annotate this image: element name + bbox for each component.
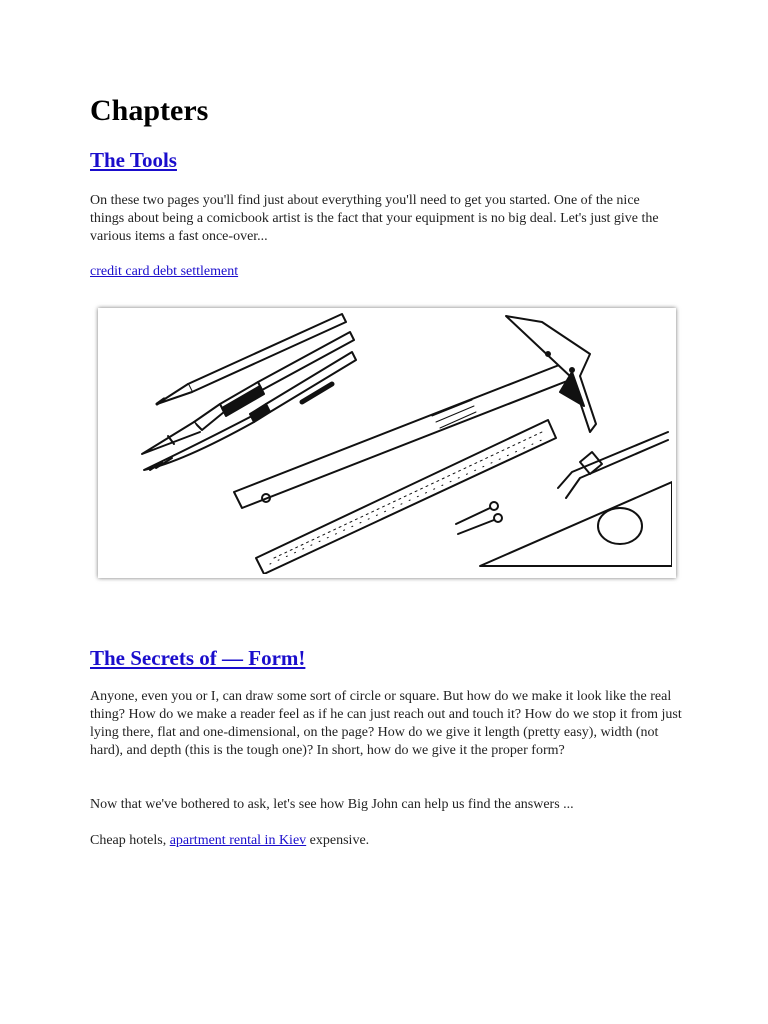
tools-heading-link[interactable]: The Tools xyxy=(90,148,177,172)
page-title: Chapters xyxy=(90,94,209,127)
tools-link-paragraph xyxy=(90,263,238,281)
drawing-tools-figure xyxy=(98,308,676,578)
form-paragraph: Anyone, even you or I, can draw some sort of circle or square. But how do we make it look like the real thing? How do we make a reader feel as if he can just reach out and touch it? How do we stop it from just lying there, flat and one-dimensional, on the page? How do we give it length (pretty easy), width (not hard), and depth (this is the tough one)? In short, how do we give it the proper form? xyxy=(90,689,682,758)
tools-paragraph: On these two pages you'll find just about everything you'll need to get you started. One of the nice things about being a comicbook artist is the fact that your equipment is no big deal. Let's just give the various items a fast once-over... xyxy=(90,193,659,244)
drawing-tools-illustration xyxy=(102,312,672,574)
credit-card-link[interactable]: credit card debt settlement xyxy=(90,264,239,279)
section-heading-form xyxy=(90,644,305,672)
form-heading-link[interactable]: The Secrets of — Form! xyxy=(90,646,306,670)
section-heading-tools xyxy=(90,146,177,174)
footer-paragraph xyxy=(90,832,369,850)
apartment-rental-link[interactable]: apartment rental in Kiev xyxy=(169,833,307,848)
big-john-paragraph: Now that we've bothered to ask, let's see how Big John can help us find the answers ... xyxy=(90,797,574,812)
footer-suffix: expensive. xyxy=(306,833,370,848)
footer-prefix: Cheap hotels, xyxy=(90,833,170,848)
